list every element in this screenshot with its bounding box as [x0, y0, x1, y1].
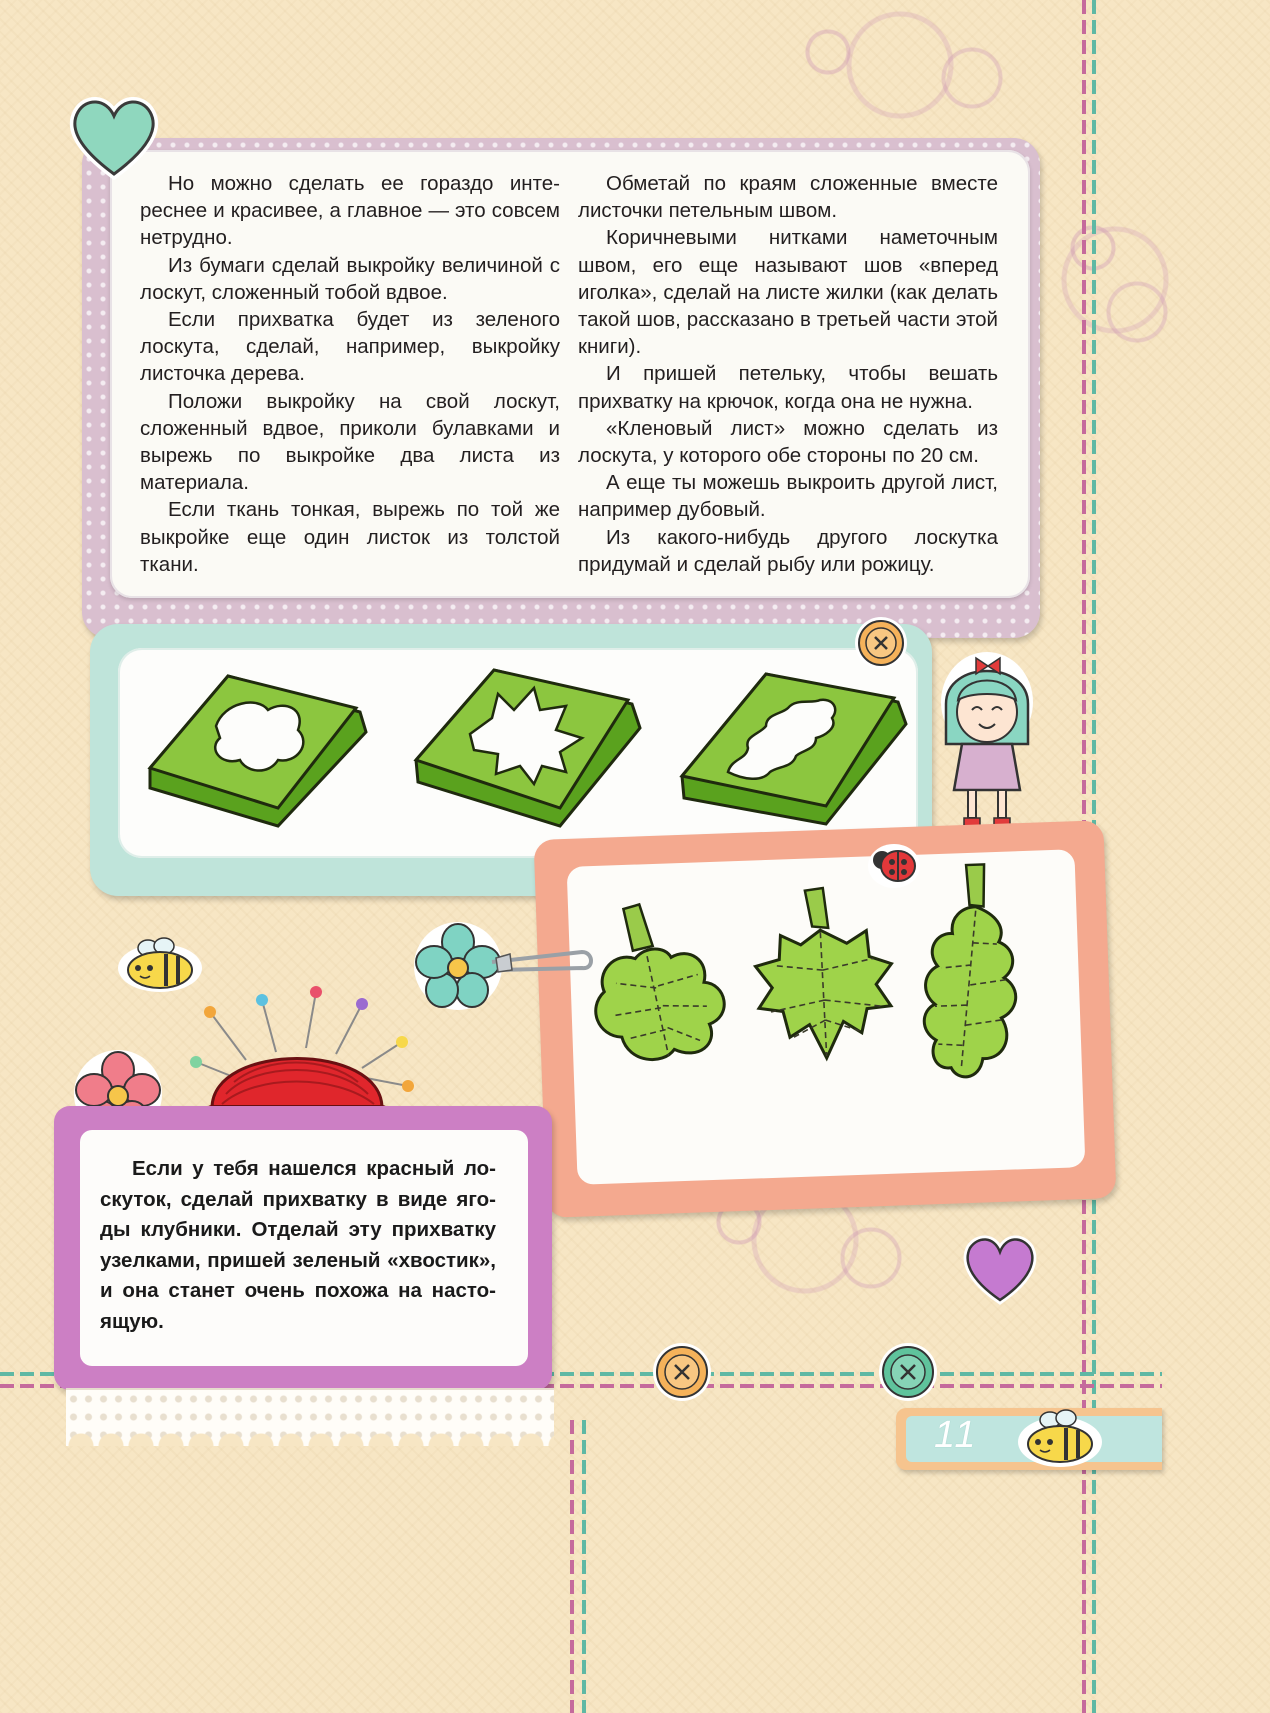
instructions-left-column: [140, 170, 560, 578]
instruction-paragraph: И пришей петельку, чтобы вешать прихватку на крючок, когда она не нужна.: [578, 362, 998, 413]
vertical-ribbon-bottom-pink: [570, 1420, 574, 1713]
instructions-right-column: [578, 170, 998, 578]
green-button-icon: [876, 1340, 940, 1404]
instruction-paragraph: «Кленовый лист» можно сделать из лоскута, у которого обе стороны по 20 см.: [578, 416, 998, 468]
instruction-paragraph: Положи выкройку на свой лоскут, сложенный вдвое, приколи булавками и вырежь по выкройке два листа из материала.: [140, 389, 560, 495]
vertical-ribbon-bottom-teal: [582, 1420, 586, 1713]
fabric-cutout-maple-leaf: [416, 670, 640, 826]
lace-decoration-top: [720, 0, 1080, 130]
potholder-round-leaf: [592, 902, 726, 1062]
instruction-paragraph: Если ткань тонкая, вырежь по той же выкройке еще один листок из толстой ткани.: [140, 498, 560, 576]
lace-decoration-right: [1060, 120, 1170, 440]
instruction-paragraph: А еще ты можешь выкроить другой лист, например дубовый.: [578, 471, 998, 522]
safety-pin-icon: [486, 940, 596, 980]
instruction-paragraph: Коричневыми нитками наметочным швом, его еще называют шов «вперед иголка», сделай на листе жилки (как делать такой шов, рассказано в третьей части этой книги).: [578, 226, 998, 359]
ladybug-icon: [866, 838, 922, 890]
note-text: Если у тебя нашелся красный лоскуток, сделай прихватку в виде ягоды клубники. Отделай эту прихватку узелками, пришей зеленый «хвостик», и она станет очень похожа на настоящую.: [100, 1157, 496, 1333]
button-icon: [852, 614, 910, 672]
potholder-oak-leaf: [919, 863, 1019, 1078]
folded-fabric-with-leaf-cutouts-illustration: [118, 648, 918, 858]
instruction-paragraph: Из какого-нибудь другого лоскутка придумай и сделай рыбу или рожицу.: [578, 525, 998, 576]
purple-heart-icon: [960, 1230, 1040, 1306]
bee-icon: [1012, 1406, 1104, 1470]
pincushion-illustration: [186, 982, 416, 1126]
fabric-cutout-round-leaf: [150, 676, 366, 826]
orange-button-icon: [650, 1340, 714, 1404]
finished-leaf-potholders-illustration: [586, 860, 1066, 1100]
lace-trim: [66, 1388, 554, 1446]
instruction-paragraph: Если прихватка будет из зеленого лоскута, сделай, например, выкройку листочка дерева.: [140, 308, 560, 386]
doll-illustration: [932, 640, 1042, 840]
page-number: 11: [934, 1414, 978, 1456]
instruction-paragraph: Но можно сделать ее гораздо интереснее и красивее, а главное — это совсем нетрудно.: [140, 172, 560, 250]
fabric-cutout-oak-leaf: [682, 674, 906, 824]
potholder-maple-leaf: [753, 886, 895, 1061]
strawberry-tip-note: [100, 1154, 496, 1337]
instruction-paragraph: Обметай по краям сложенные вместе листочки петельным швом.: [578, 172, 998, 223]
instruction-paragraph: Из бумаги сделай выкройку величиной с лоскут, сложенный тобой вдвое.: [140, 253, 560, 304]
heart-icon: [66, 90, 162, 182]
